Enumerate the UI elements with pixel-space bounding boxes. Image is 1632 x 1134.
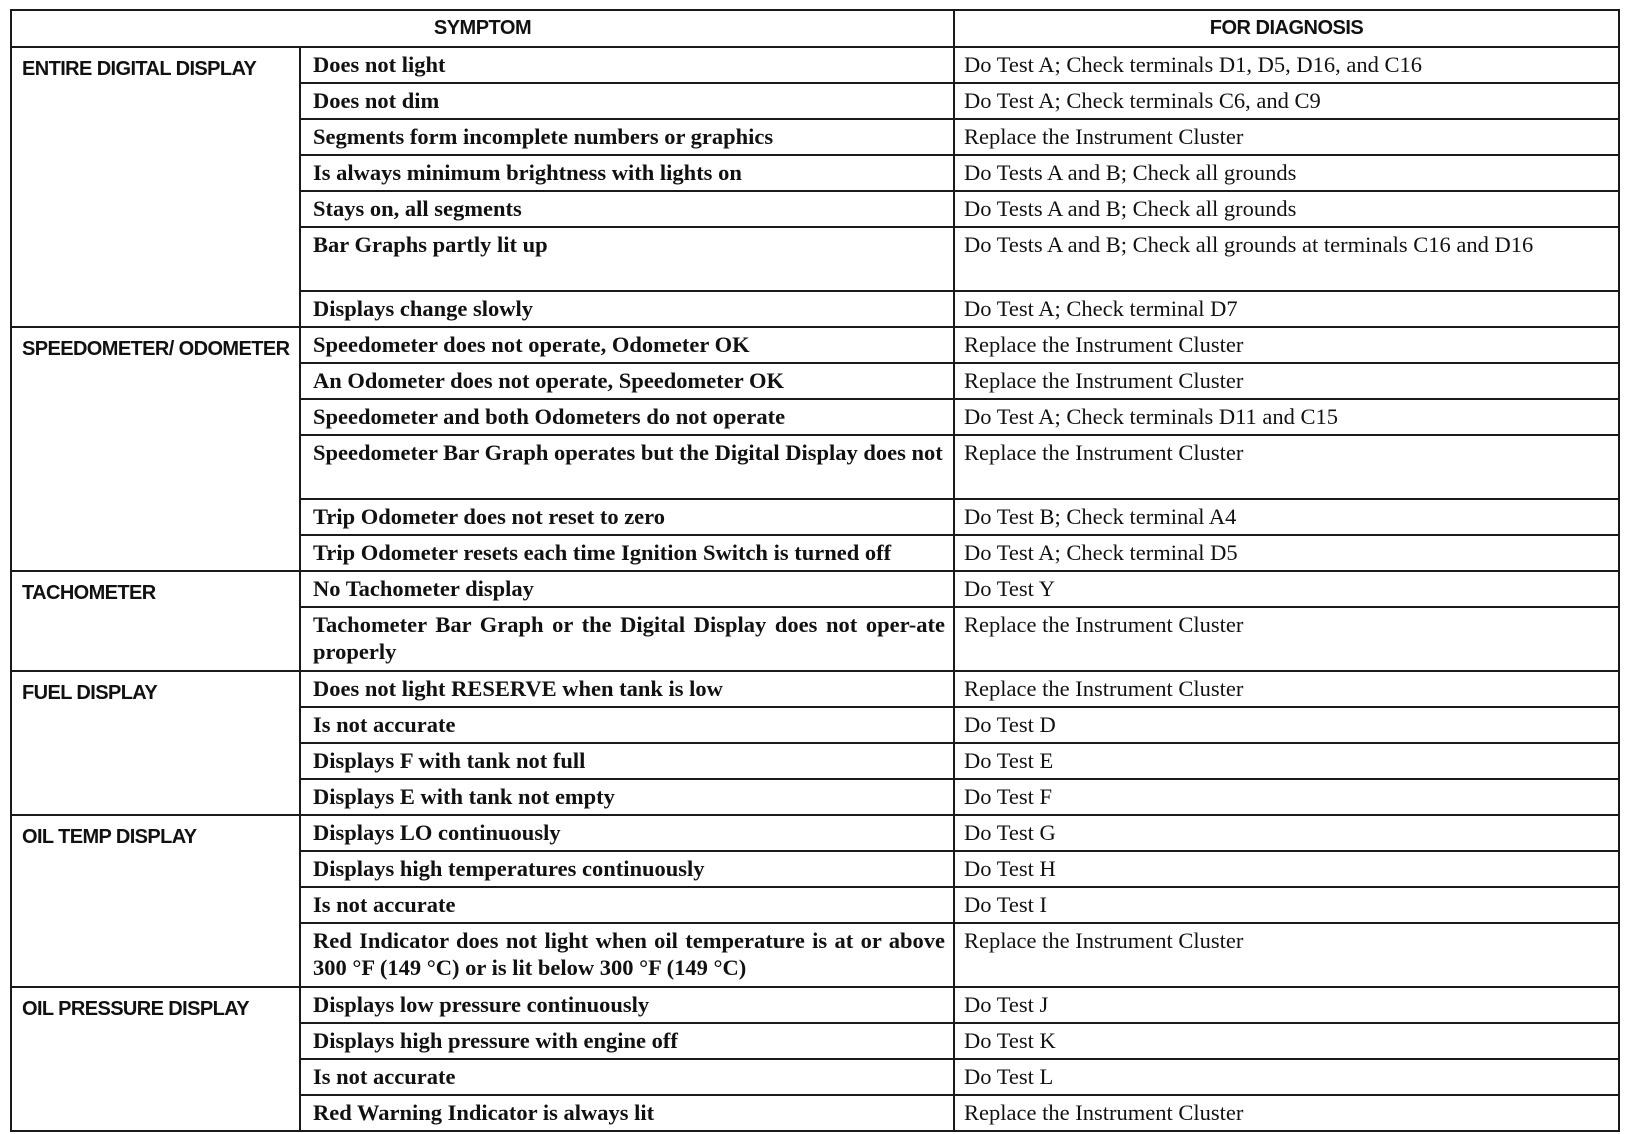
table-row <box>11 327 1619 363</box>
header-row <box>11 10 1619 47</box>
diagnosis-cell: Do Tests A and B; Check all grounds <box>954 191 1619 227</box>
table-row <box>11 571 1619 607</box>
table-row <box>11 671 1619 707</box>
diagnosis-cell: Replace the Instrument Cluster <box>954 435 1619 499</box>
symptom-cell: Trip Odometer does not reset to zero <box>300 499 954 535</box>
diagnosis-cell: Do Tests A and B; Check all grounds at terminals C16 and D16 <box>954 227 1619 291</box>
diagnosis-cell: Do Test I <box>954 887 1619 923</box>
symptom-cell: Red Indicator does not light when oil temperature is at or above 300 °F (149 °C) or is lit below 300 °F (149 °C) <box>300 923 954 987</box>
diagnosis-cell: Do Tests A and B; Check all grounds <box>954 155 1619 191</box>
symptom-header: SYMPTOM <box>11 10 954 47</box>
symptom-cell: Displays E with tank not empty <box>300 779 954 815</box>
diagnosis-cell: Do Test E <box>954 743 1619 779</box>
diagnosis-cell: Do Test A; Check terminal D5 <box>954 535 1619 571</box>
symptom-cell: Is always minimum brightness with lights on <box>300 155 954 191</box>
symptom-cell: Is not accurate <box>300 887 954 923</box>
diagnosis-header: FOR DIAGNOSIS <box>954 10 1619 47</box>
category-oil-pressure-display: OIL PRESSURE DISPLAY <box>11 987 300 1131</box>
diagnosis-cell: Replace the Instrument Cluster <box>954 671 1619 707</box>
symptom-cell: Displays F with tank not full <box>300 743 954 779</box>
diagnosis-cell: Replace the Instrument Cluster <box>954 923 1619 987</box>
symptom-cell: Speedometer does not operate, Odometer OK <box>300 327 954 363</box>
symptom-cell: Speedometer and both Odometers do not operate <box>300 399 954 435</box>
symptom-cell: Red Warning Indicator is always lit <box>300 1095 954 1131</box>
diagnosis-cell: Do Test Y <box>954 571 1619 607</box>
diagnosis-cell: Replace the Instrument Cluster <box>954 607 1619 671</box>
symptom-cell: Displays change slowly <box>300 291 954 327</box>
diagnosis-cell: Do Test K <box>954 1023 1619 1059</box>
symptom-cell: Displays high temperatures continuously <box>300 851 954 887</box>
diagnosis-cell: Do Test L <box>954 1059 1619 1095</box>
symptom-cell: Is not accurate <box>300 707 954 743</box>
symptom-cell: Does not light <box>300 47 954 83</box>
symptom-cell: Displays high pressure with engine off <box>300 1023 954 1059</box>
diagnosis-cell: Replace the Instrument Cluster <box>954 363 1619 399</box>
category-oil-temp-display: OIL TEMP DISPLAY <box>11 815 300 987</box>
symptom-cell: An Odometer does not operate, Speedometer OK <box>300 363 954 399</box>
table-row <box>11 815 1619 851</box>
diagnosis-cell: Do Test J <box>954 987 1619 1023</box>
table-row <box>11 987 1619 1023</box>
category-entire-digital-display: ENTIRE DIGITAL DISPLAY <box>11 47 300 327</box>
symptom-cell: Trip Odometer resets each time Ignition Switch is turned off <box>300 535 954 571</box>
symptom-cell: Segments form incomplete numbers or graphics <box>300 119 954 155</box>
category-speedometer-odometer: SPEEDOMETER/ ODOMETER <box>11 327 300 571</box>
symptom-cell: Does not dim <box>300 83 954 119</box>
symptom-cell: Is not accurate <box>300 1059 954 1095</box>
symptom-cell: No Tachometer display <box>300 571 954 607</box>
diagnosis-cell: Do Test F <box>954 779 1619 815</box>
symptom-cell: Does not light RESERVE when tank is low <box>300 671 954 707</box>
diagnosis-cell: Do Test A; Check terminals C6, and C9 <box>954 83 1619 119</box>
symptom-cell: Bar Graphs partly lit up <box>300 227 954 291</box>
category-tachometer: TACHOMETER <box>11 571 300 671</box>
symptom-cell: Speedometer Bar Graph operates but the Digital Display does not <box>300 435 954 499</box>
diagnosis-cell: Do Test D <box>954 707 1619 743</box>
symptom-cell: Displays LO continuously <box>300 815 954 851</box>
diagnosis-table <box>10 9 1620 1132</box>
diagnosis-cell: Do Test B; Check terminal A4 <box>954 499 1619 535</box>
symptom-cell: Tachometer Bar Graph or the Digital Display does not oper-ate properly <box>300 607 954 671</box>
diagnosis-cell: Do Test G <box>954 815 1619 851</box>
diagnosis-cell: Replace the Instrument Cluster <box>954 1095 1619 1131</box>
table-row <box>11 47 1619 83</box>
diagnosis-cell: Do Test A; Check terminals D1, D5, D16, and C16 <box>954 47 1619 83</box>
symptom-cell: Stays on, all segments <box>300 191 954 227</box>
category-fuel-display: FUEL DISPLAY <box>11 671 300 815</box>
diagnosis-cell: Do Test H <box>954 851 1619 887</box>
diagnosis-cell: Do Test A; Check terminal D7 <box>954 291 1619 327</box>
symptom-cell: Displays low pressure continuously <box>300 987 954 1023</box>
diagnosis-cell: Replace the Instrument Cluster <box>954 119 1619 155</box>
diagnosis-cell: Do Test A; Check terminals D11 and C15 <box>954 399 1619 435</box>
diagnosis-cell: Replace the Instrument Cluster <box>954 327 1619 363</box>
